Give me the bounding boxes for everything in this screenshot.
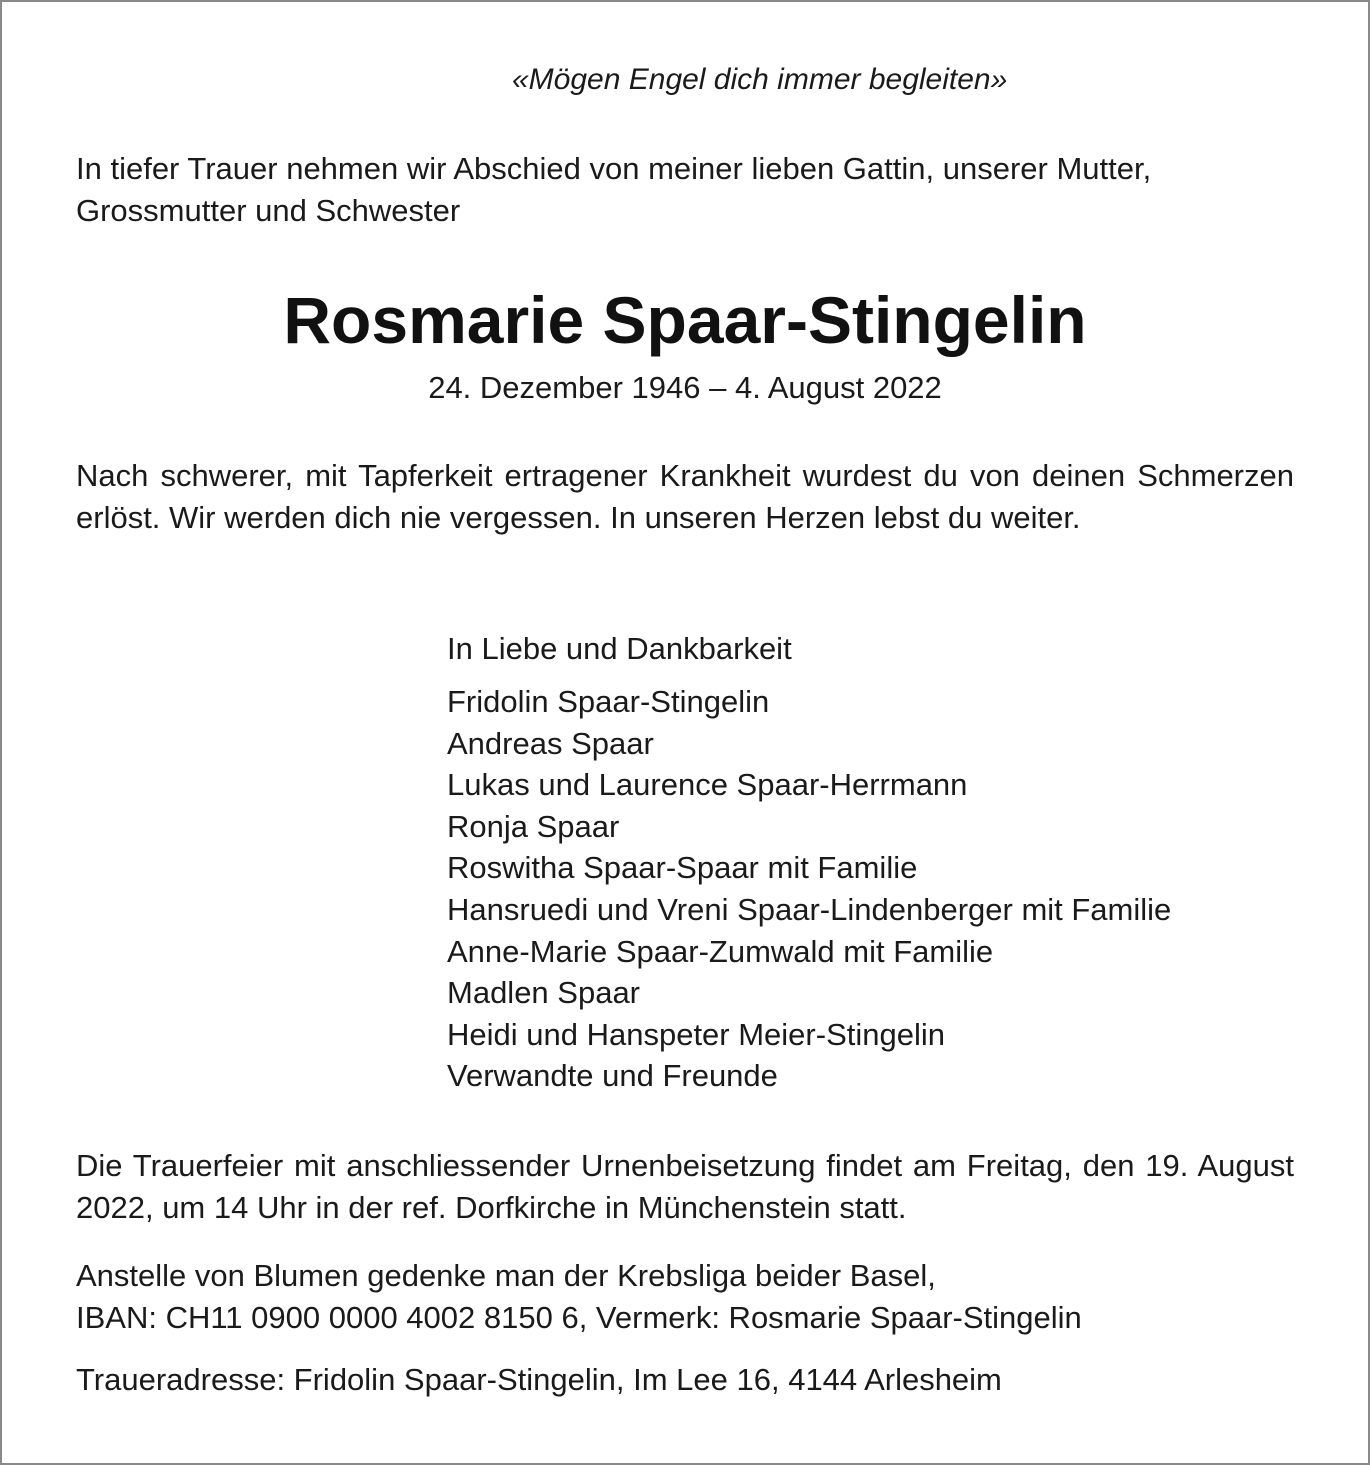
mourner: Heidi und Hanspeter Meier-Stingelin xyxy=(447,1016,945,1052)
mourners-list xyxy=(447,681,1171,1097)
mourner: Anne-Marie Spaar-Zumwald mit Familie xyxy=(447,933,994,969)
deceased-name: Rosmarie Spaar-Stingelin xyxy=(283,283,1087,357)
mourner: Verwandte und Freunde xyxy=(447,1058,778,1094)
mourner: Ronja Spaar xyxy=(447,808,620,844)
signoff: In Liebe und Dankbarkeit xyxy=(447,631,792,666)
donation-info xyxy=(76,1255,1294,1339)
mourner: Roswitha Spaar-Spaar mit Familie xyxy=(447,850,918,886)
motto: «Mögen Engel dich immer begleiten» xyxy=(512,63,1008,96)
mourner: Andreas Spaar xyxy=(447,725,654,761)
farewell-message: Nach schwerer, mit Tapferkeit ertragener Krankheit wurdest du von deinen Schmerzen erlöst. Wir werden dich nie vergessen. In unseren Herzen lebst du weiter. xyxy=(76,458,1294,535)
intro-text: In tiefer Trauer nehmen wir Abschied von meiner lieben Gattin, unserer Mutter, Grossmutter und Schwester xyxy=(76,151,1152,228)
service-info: Die Trauerfeier mit anschliessender Urnenbeisetzung findet am Freitag, den 19. August 2022, um 14 Uhr in der ref. Dorfkirche in Münchenstein statt. xyxy=(76,1148,1294,1225)
mourner: Lukas und Laurence Spaar-Herrmann xyxy=(447,767,968,803)
mourner: Hansruedi und Vreni Spaar-Lindenberger mit Familie xyxy=(447,891,1172,927)
mourner: Fridolin Spaar-Stingelin xyxy=(447,684,770,719)
mourner: Madlen Spaar xyxy=(447,975,641,1011)
life-dates: 24. Dezember 1946 – 4. August 2022 xyxy=(428,370,942,405)
donation-iban: IBAN: CH11 0900 0000 4002 8150 6, Vermerk: Rosmarie Spaar-Stingelin xyxy=(76,1300,1082,1335)
donation-line: Anstelle von Blumen gedenke man der Krebsliga beider Basel, xyxy=(76,1258,936,1293)
mourning-address: Traueradresse: Fridolin Spaar-Stingelin, Im Lee 16, 4144 Arlesheim xyxy=(76,1362,1002,1397)
